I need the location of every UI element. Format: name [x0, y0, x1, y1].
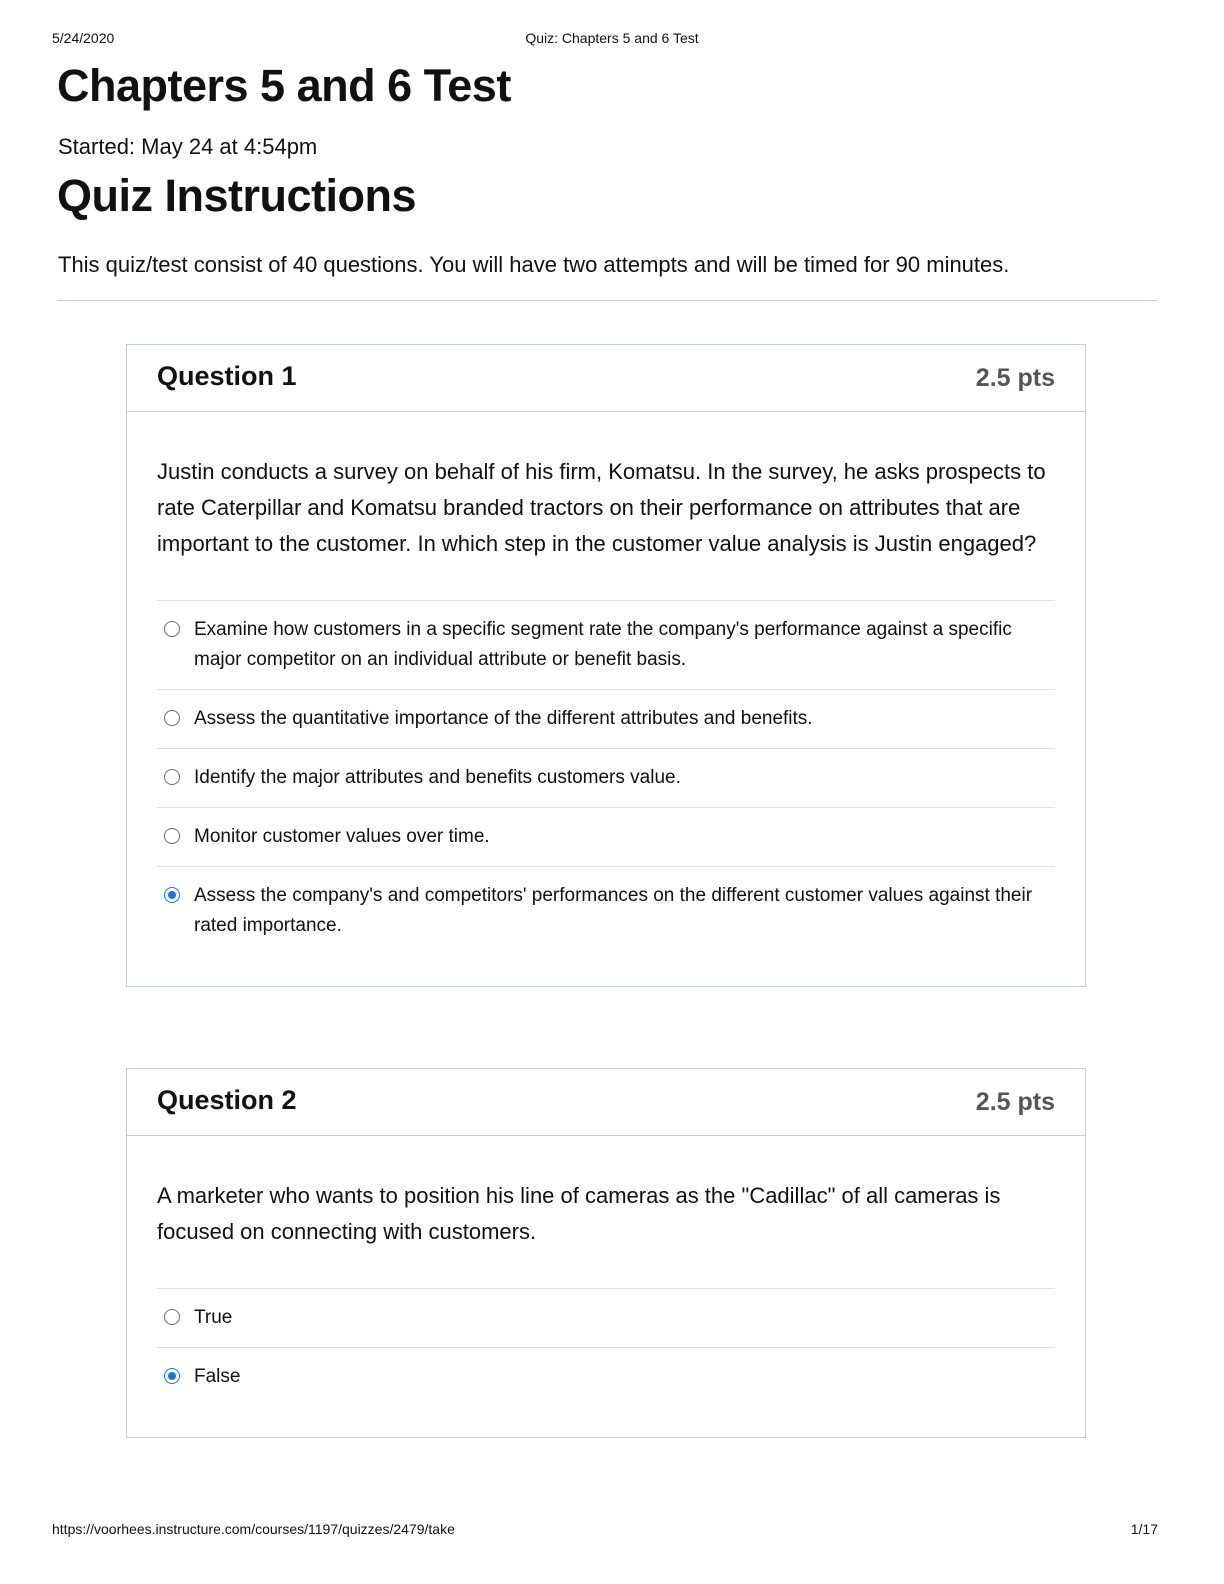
- question-2: [126, 1068, 1086, 1438]
- radio-button[interactable]: [164, 887, 180, 903]
- divider: [57, 300, 1157, 301]
- instructions-title: Quiz Instructions: [57, 170, 417, 221]
- answer-option[interactable]: [157, 808, 1055, 867]
- print-footer: [52, 1521, 1158, 1539]
- question-header: [127, 1069, 1085, 1136]
- question-name: Question 2: [157, 1085, 297, 1115]
- started-timestamp: Started: May 24 at 4:54pm: [58, 134, 318, 159]
- print-title: Quiz: Chapters 5 and 6 Test: [525, 30, 699, 46]
- radio-button[interactable]: [164, 1309, 180, 1325]
- answer-list: [157, 600, 1055, 955]
- answer-option[interactable]: [157, 1289, 1055, 1348]
- answer-label: Examine how customers in a specific segment rate the company's performance against a specific major competitor on an individual attribute or benefit basis.: [194, 619, 1012, 670]
- question-header: [127, 345, 1085, 412]
- radio-button[interactable]: [164, 710, 180, 726]
- answer-option[interactable]: [157, 1348, 1055, 1406]
- answer-option[interactable]: [157, 601, 1055, 690]
- print-date: 5/24/2020: [52, 30, 115, 46]
- answer-label: True: [194, 1307, 233, 1328]
- answer-label: Assess the quantitative importance of the different attributes and benefits.: [194, 708, 813, 729]
- page-number: 1/17: [1130, 1521, 1158, 1537]
- question-1: [126, 344, 1086, 987]
- answer-list: [157, 1288, 1055, 1406]
- print-header: [52, 30, 1172, 48]
- question-points: 2.5 pts: [975, 1088, 1055, 1116]
- question-text: A marketer who wants to position his line of cameras as the "Cadillac" of all cameras is focused on connecting with customers.: [157, 1183, 1001, 1244]
- page-url: https://voorhees.instructure.com/courses/1197/quizzes/2479/take: [52, 1521, 455, 1537]
- answer-label: False: [194, 1366, 241, 1387]
- question-text: Justin conducts a survey on behalf of his firm, Komatsu. In the survey, he asks prospects to rate Caterpillar and Komatsu branded tractors on their performance on attributes that are important to the customer. In which step in the customer value analysis is Justin engaged?: [157, 459, 1046, 556]
- answer-option[interactable]: [157, 690, 1055, 749]
- answer-option[interactable]: [157, 867, 1055, 955]
- page-title: Chapters 5 and 6 Test: [57, 60, 511, 111]
- question-body: [127, 412, 1085, 986]
- radio-button[interactable]: [164, 828, 180, 844]
- radio-button[interactable]: [164, 769, 180, 785]
- answer-label: Assess the company's and competitors' performances on the different customer values against their rated importance.: [194, 885, 1033, 936]
- question-points: 2.5 pts: [975, 364, 1055, 392]
- answer-option[interactable]: [157, 749, 1055, 808]
- answer-label: Monitor customer values over time.: [194, 826, 490, 847]
- question-name: Question 1: [157, 361, 297, 391]
- radio-button[interactable]: [164, 621, 180, 637]
- answer-label: Identify the major attributes and benefits customers value.: [194, 767, 681, 788]
- instructions-text: This quiz/test consist of 40 questions. You will have two attempts and will be timed for 90 minutes.: [58, 252, 1010, 277]
- radio-button[interactable]: [164, 1368, 180, 1384]
- question-body: [127, 1136, 1085, 1437]
